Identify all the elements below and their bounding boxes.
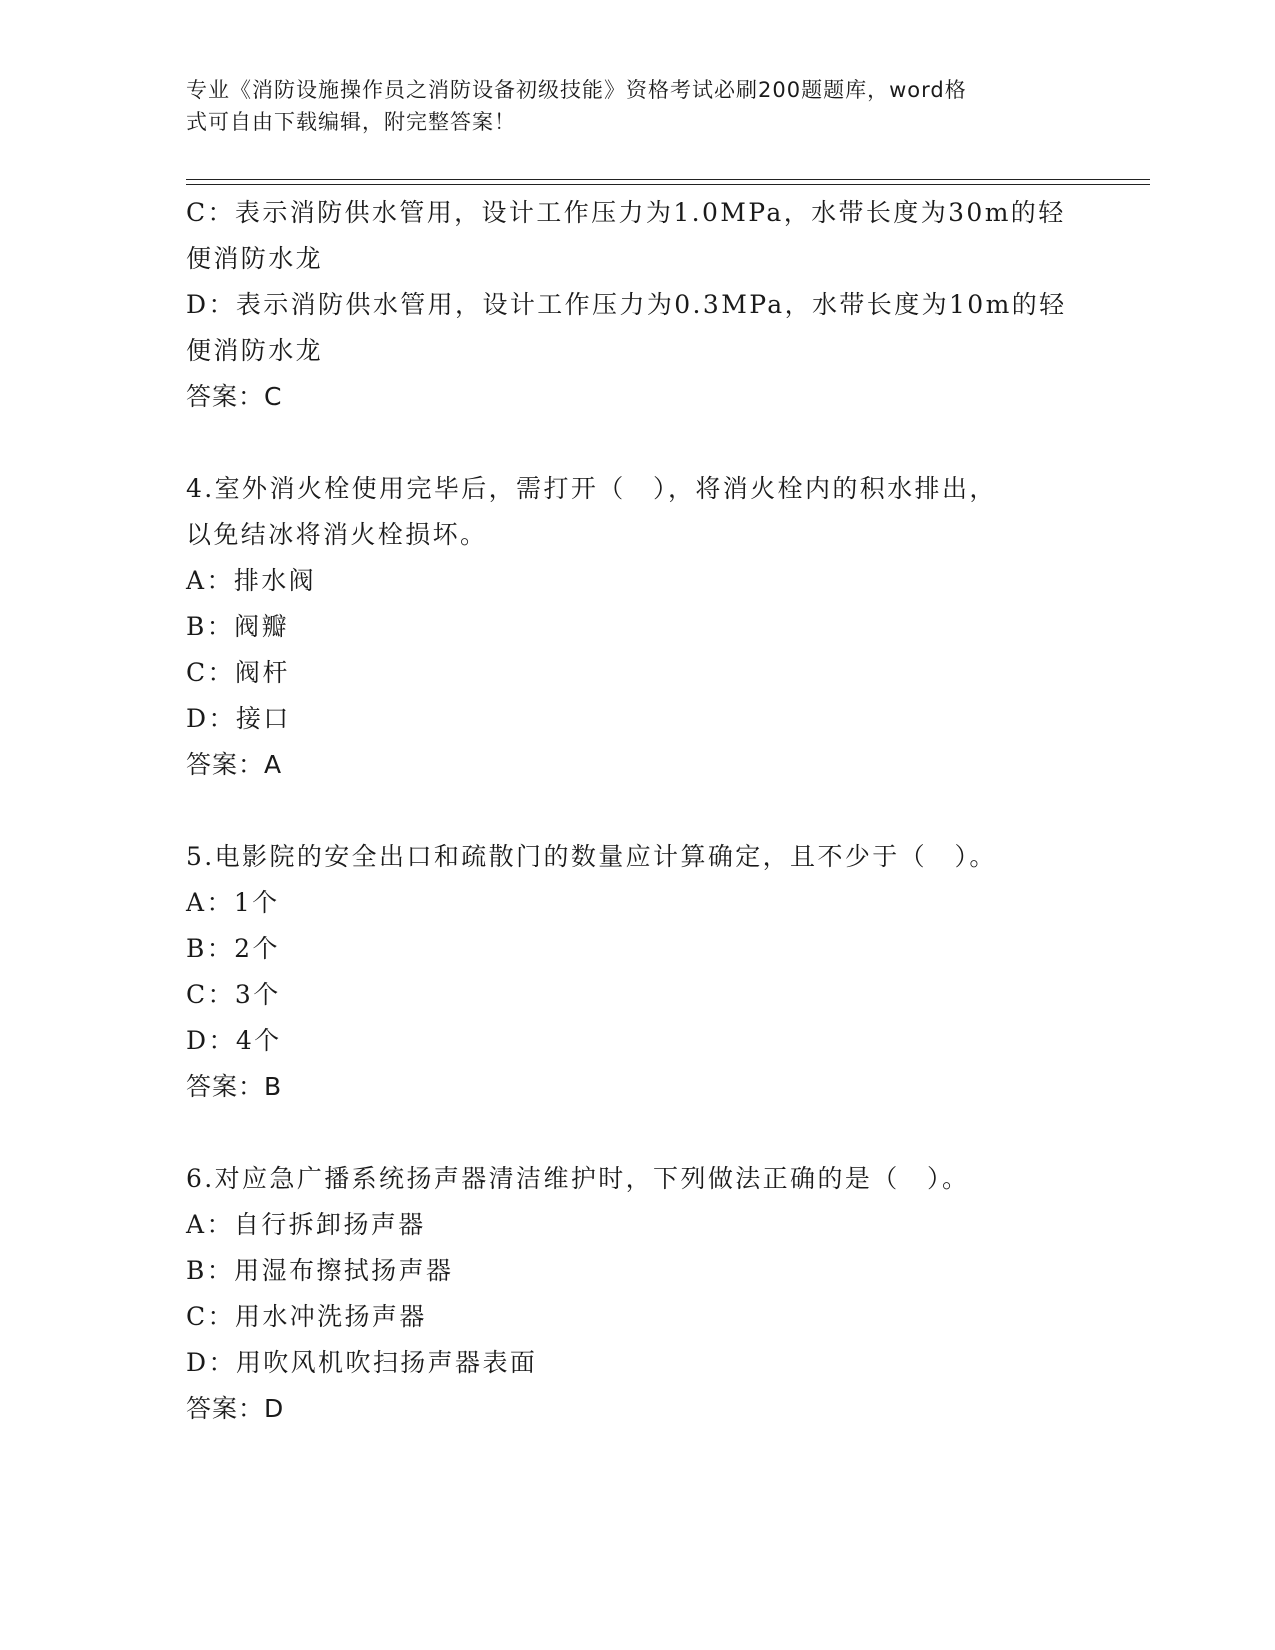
spacer <box>186 1110 1086 1156</box>
answer-label: 答案：B <box>186 1072 283 1101</box>
question-stem-line-2: 以免结冰将消火栓损坏。 <box>186 520 488 549</box>
question-stem-line-1: 6.对应急广播系统扬声器清洁维护时，下列做法正确的是（ ）。 <box>186 1164 970 1193</box>
option-b: B：阀瓣 <box>186 612 289 641</box>
option-d-line-1: D：表示消防供水管用，设计工作压力为0.3MPa，水带长度为10m的轻 <box>186 290 1067 319</box>
option-b: B：用湿布擦拭扬声器 <box>186 1256 454 1285</box>
option-b: B：2个 <box>186 934 280 963</box>
answer-label: 答案：D <box>186 1394 285 1423</box>
option-d-line-2: 便消防水龙 <box>186 336 324 365</box>
option-a: A：1个 <box>186 888 280 917</box>
option-a: A：自行拆卸扬声器 <box>186 1210 426 1239</box>
question-4 <box>186 466 1086 788</box>
option-c: C：用水冲洗扬声器 <box>186 1302 427 1331</box>
spacer <box>186 788 1086 834</box>
answer-label: 答案：A <box>186 750 283 779</box>
option-c: C：阀杆 <box>186 658 290 687</box>
document-header <box>186 74 1066 138</box>
question-3-continued <box>186 190 1086 420</box>
question-5 <box>186 834 1086 1110</box>
header-line-1: 专业《消防设施操作员之消防设备初级技能》资格考试必刷200题题库，word格 <box>186 78 967 102</box>
question-6 <box>186 1156 1086 1432</box>
header-divider-top <box>186 179 1150 180</box>
option-a: A：排水阀 <box>186 566 317 595</box>
header-divider-bottom <box>186 184 1150 185</box>
question-stem-line-1: 5.电影院的安全出口和疏散门的数量应计算确定，且不少于（ ）。 <box>186 842 997 871</box>
option-d: D：用吹风机吹扫扬声器表面 <box>186 1348 538 1377</box>
option-c: C：3个 <box>186 980 281 1009</box>
option-d: D：4个 <box>186 1026 282 1055</box>
header-line-2: 式可自由下载编辑，附完整答案！ <box>186 110 516 134</box>
question-stem-line-1: 4.室外消火栓使用完毕后，需打开（ ），将消火栓内的积水排出， <box>186 474 997 503</box>
option-c-line-2: 便消防水龙 <box>186 244 324 273</box>
option-d: D：接口 <box>186 704 291 733</box>
answer-label: 答案：C <box>186 382 283 411</box>
spacer <box>186 420 1086 466</box>
question-list <box>186 190 1086 1432</box>
option-c-line-1: C：表示消防供水管用，设计工作压力为1.0MPa，水带长度为30m的轻 <box>186 198 1066 227</box>
